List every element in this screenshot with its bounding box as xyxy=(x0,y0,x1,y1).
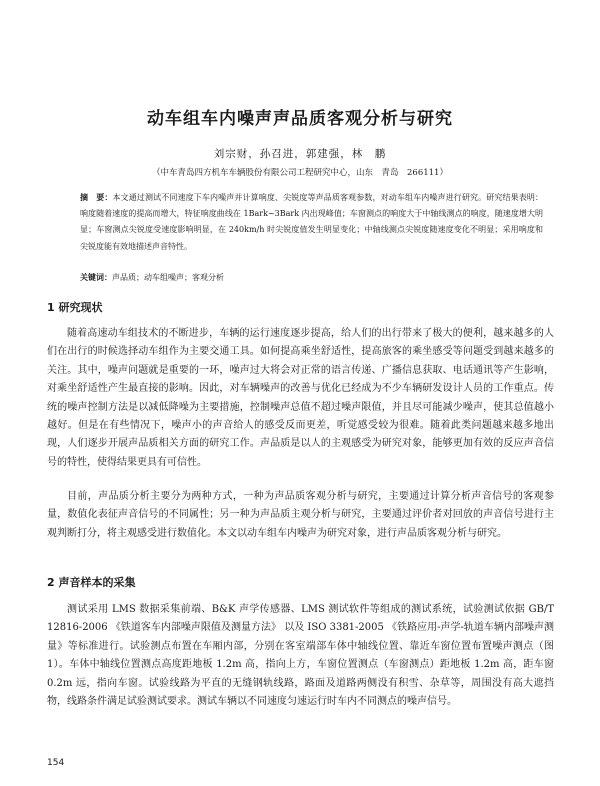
abstract-text: 本文通过测试不同速度下车内噪声并计算响度、尖锐度等声品质客观参数，对动车组车内噪声进行研究。研究结果表明：响度随着速度的提高而增大，特征响度曲线在 1Bark~3Bark 内出现峰值；车窗测点的响度大于中轴线测点的响度，随速度增大明显；车窗测点尖锐度受速度影响明显，在 240km/h 时尖锐度值发生明显变化；中轴线测点尖锐度随速度变化不明显；采用响度和尖锐度能有效地描述声音特性。 xyxy=(80,193,543,251)
paragraph: 测试采用 LMS 数据采集前端、B&K 声学传感器、LMS 测试软件等组成的测试系统，试验测试依据 GB/T 12816-2006 《铁道客车内部噪声限值及测量方法》 以及 ISO 3381-2005 《铁路应用-声学-轨道车辆内部噪声测量》等标准进行。试验测点布置在车厢内部，分别在客室端部车体中轴线位置、靠近车窗位置布置噪声测点（图 1）。车体中轴线位置测点高度距地板 1.2m 高，指向上方，车窗位置测点（车窗测点）距地板 1.2m 高，距车窗 0.2m 远，指向车窗。试验线路为平直的无缝钢轨线路，路面及道路两侧没有积雪、杂草等，周围没有高大遮挡物，线路条件满足试验测试要求。测试车辆以不同速度匀速运行时车内不同测点的噪声信号。 xyxy=(47,604,554,708)
section-heading-1: 1 研究现状 xyxy=(47,301,103,314)
paragraph: 随着高速动车组技术的不断进步，车辆的运行速度逐步提高，给人们的出行带来了极大的便利，越来越多的人们在出行的时候选择动车组作为主要交通工具。如何提高乘坐舒适性，提高旅客的乘坐感受等问题受到越来越多的关注。其中，噪声问题就是重要的一环，噪声过大将会对正常的语言传递、广播信息获取、电话通讯等产生影响，对乘坐舒适性产生最直接的影响。因此，对车辆噪声的改善与优化已经成为不少车辆研发设计人员的工作重点。传统的噪声控制方法是以减低降噪为主要措施，控制噪声总值不超过噪声限值，并且尽可能减少噪声，使其总值越小越好。但是在有些情况下，噪声小的声音给人的感受反而更差，听觉感受较为很难。随着此类问题越来越多地出现，人们逐步开展声品质相关方面的研究工作。声品质是以人的主观感受为研究对象，能够更加有效的反应声音信号的特性，使得结果更具有可信性。 xyxy=(47,328,554,468)
keywords-text: 声品质；动车组噪声；客观分析 xyxy=(112,273,224,282)
keywords-label: 关键词： xyxy=(80,272,112,282)
paragraph: 目前，声品质分析主要分为两种方式，一种为声品质客观分析与研究，主要通过计算分析声音信号的客观参量，数值化表征声音信号的不同属性；另一种为声品质主观分析与研究，主要通过评价者对回放的声音信号进行主观判断打分，将主观感受进行数值化。本文以动车组车内噪声为研究对象，进行声品质客观分析与研究。 xyxy=(47,491,554,539)
page-number: 154 xyxy=(47,758,65,768)
keywords xyxy=(80,272,543,283)
author-list: 刘宗财，孙召进，郭建强，林 鹏 xyxy=(213,148,387,160)
paper-title: 动车组车内噪声声品质客观分析与研究 xyxy=(147,109,453,129)
affiliation: （中车青岛四方机车车辆股份有限公司工程研究中心，山东 青岛 266111） xyxy=(152,168,448,178)
abstract-label: 摘 要： xyxy=(80,192,113,202)
section-heading-2: 2 声音样本的采集 xyxy=(47,576,136,589)
abstract xyxy=(80,189,543,255)
